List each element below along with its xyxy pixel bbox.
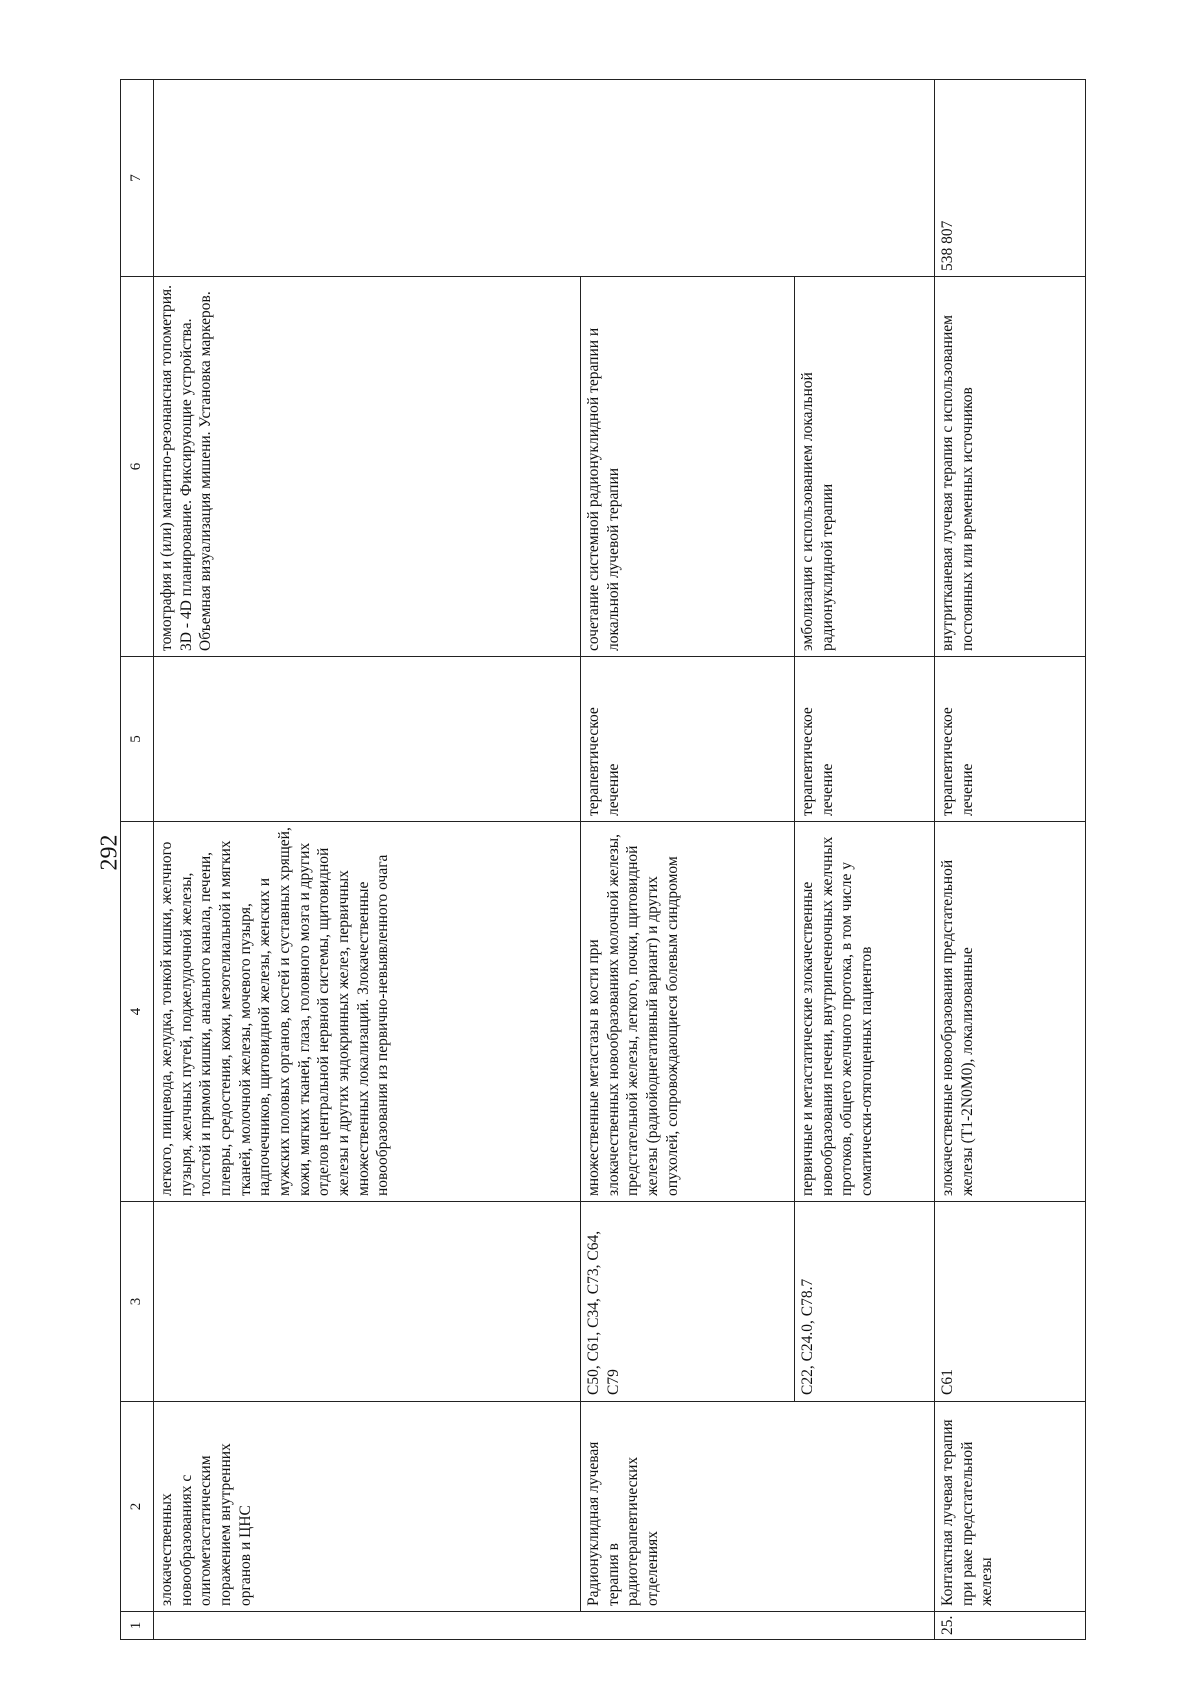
page-number: 292	[96, 834, 123, 871]
column-number: 1	[121, 1612, 154, 1640]
treatment-type-cell: терапевтическое лечение	[581, 657, 795, 822]
patient-model-cell: легкого, пищевода, желудка, тонкой кишки, желчного пузыря, желчных путей, поджелудочной железы, толстой и прямой кишки, анального канала, печени, плевры, средостения, кожи, мезотелиальной и мягких тканей, молочной железы, мочевого пузыря, надпочечников, щитовидной железы, женских и мужских половых органов, костей и суставных хрящей, кожи, мягких тканей, глаза, головного мозга и других отделов центральной нервной системы, щитовидной железы и других эндокринных желез, первичных множественных локализаций. Злокачественные новообразования из первично-невыявленного очага	[154, 822, 581, 1202]
column-number-row	[121, 80, 154, 1640]
table-row	[154, 80, 581, 1640]
patient-model-cell: злокачественные новообразования предстательной железы (T1-2N0M0), локализованные	[935, 822, 1086, 1202]
row-number-cell: 25.	[935, 1612, 1086, 1640]
row-number-cell	[154, 1612, 935, 1640]
method-cell: эмболизация с использованием локальной радионуклидной терапии	[795, 277, 935, 657]
method-cell: сочетание системной радионуклидной терапии и локальной лучевой терапии	[581, 277, 795, 657]
icd-codes-cell: C22, C24.0, C78.7	[795, 1202, 935, 1402]
treatment-table	[120, 79, 1086, 1640]
patient-model-cell: множественные метастазы в кости при злокачественных новообразованиях молочной железы, предстательной железы, легкого, почки, щитовидной железы (радиойоднегативный вариант) и других опухолей, сопровождающиеся болевым синдромом	[581, 822, 795, 1202]
column-number: 7	[121, 80, 154, 277]
treatment-type-cell	[154, 657, 581, 822]
icd-codes-cell: C50, C61, C34, C73, C64, C79	[581, 1202, 795, 1402]
treatment-type-cell: терапевтическое лечение	[795, 657, 935, 822]
column-number: 2	[121, 1402, 154, 1612]
column-number: 3	[121, 1202, 154, 1402]
cost-cell: 538 807	[935, 80, 1086, 277]
treatment-name-cell: злокачественных новообразованиях с олигометастатическим поражением внутренних органов и ЦНС	[154, 1402, 581, 1612]
column-number: 5	[121, 657, 154, 822]
rotated-table-wrapper	[120, 80, 1085, 1640]
icd-codes-cell: C61	[935, 1202, 1086, 1402]
treatment-name-cell: Радионуклидная лучевая терапия в радиотерапевтических отделениях	[581, 1402, 935, 1612]
method-cell: томография и (или) магнитно-резонансная топометрия. 3D - 4D планирование. Фиксирующие устройства. Объемная визуализация мишени. Установка маркеров.	[154, 277, 581, 657]
treatment-name-cell: Контактная лучевая терапия при раке предстательной железы	[935, 1402, 1086, 1612]
column-number: 6	[121, 277, 154, 657]
cost-cell	[154, 80, 935, 277]
column-number: 4	[121, 822, 154, 1202]
method-cell: внутритканевая лучевая терапия с использованием постоянных или временных источников	[935, 277, 1086, 657]
table-row	[581, 80, 795, 1640]
patient-model-cell: первичные и метастатические злокачественные новообразования печени, внутрипеченочных желчных протоков, общего желчного протока, в том числе у соматически-отягощенных пациентов	[795, 822, 935, 1202]
table-row	[935, 80, 1086, 1640]
treatment-type-cell: терапевтическое лечение	[935, 657, 1086, 822]
icd-codes-cell	[154, 1202, 581, 1402]
